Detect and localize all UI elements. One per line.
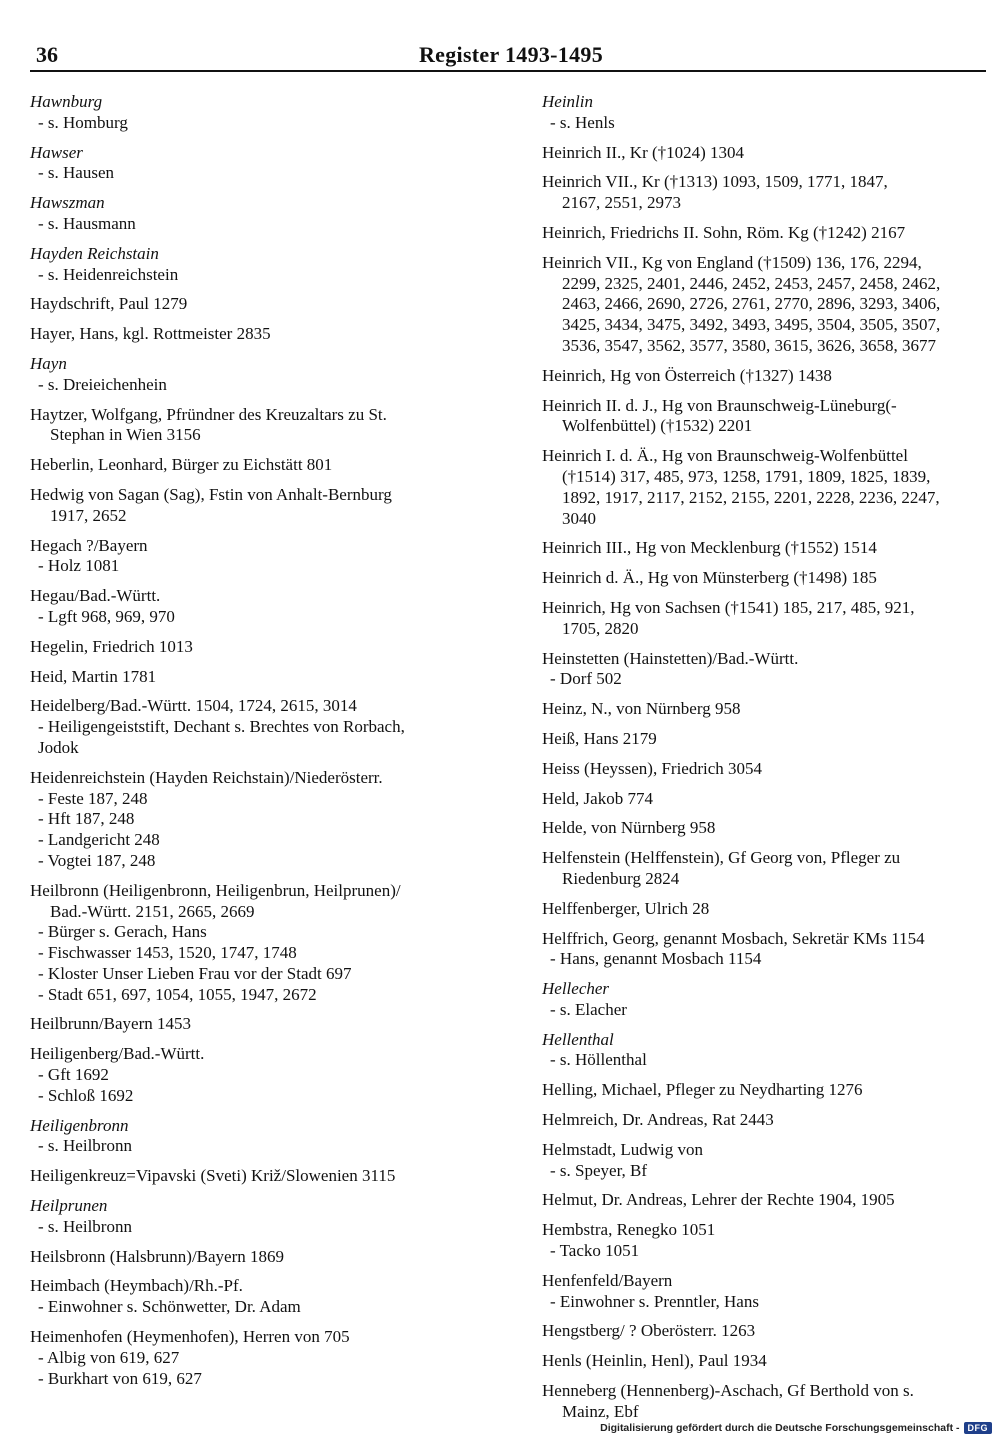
index-entry (542, 1030, 992, 1072)
entry-subentry: - Fischwasser 1453, 1520, 1747, 1748 (38, 943, 297, 963)
entry-heading: Helffrich, Georg, genannt Mosbach, Sekretär KMs 1154 (542, 928, 925, 948)
entry-heading: Heinrich, Hg von Sachsen (†1541) 185, 217, 485, 921, (542, 597, 915, 617)
entry-continuation: 1917, 2652 (50, 505, 127, 525)
entry-subentry: - s. Speyer, Bf (550, 1160, 648, 1180)
index-entry (542, 1190, 992, 1211)
index-entry (30, 696, 490, 758)
index-entry (30, 768, 490, 872)
index-entry (542, 1140, 992, 1182)
entry-heading: Henneberg (Hennenberg)-Aschach, Gf Berthold von s. (542, 1381, 914, 1401)
entry-heading: Heiligenberg/Bad.-Württ. (30, 1044, 205, 1064)
index-entry (30, 1196, 490, 1238)
entry-heading: Heinrich, Hg von Österreich (†1327) 1438 (542, 365, 832, 385)
entry-continuation: Mainz, Ebf (562, 1401, 639, 1421)
entry-heading: Heinrich III., Hg von Mecklenburg (†1552) 1514 (542, 538, 877, 558)
entry-heading: Helmstadt, Ludwig von (542, 1139, 704, 1159)
index-entry (542, 789, 992, 810)
index-entry (30, 92, 490, 134)
entry-heading: Heiligenkreuz=Vipavski (Sveti) Križ/Slowenien 3115 (30, 1166, 396, 1186)
index-entry (30, 193, 490, 235)
entry-subentry: - s. Heidenreichstein (38, 264, 179, 284)
entry-heading: Haytzer, Wolfgang, Pfründner des Kreuzaltars zu St. (30, 404, 387, 424)
index-entry (542, 759, 992, 780)
index-entry (542, 446, 992, 529)
entry-heading: Heinrich VII., Kr (†1313) 1093, 1509, 1771, 1847, (542, 172, 888, 192)
entry-subentry: - Albig von 619, 627 (38, 1347, 180, 1367)
page-title: Register 1493-1495 (418, 42, 603, 67)
entry-heading: Hegelin, Friedrich 1013 (30, 636, 193, 656)
entry-subentry: - Hft 187, 248 (38, 809, 135, 829)
entry-continuation: 2167, 2551, 2973 (562, 193, 681, 213)
entry-heading: Heinrich, Friedrichs II. Sohn, Röm. Kg (†1242) 2167 (542, 222, 906, 242)
index-entry (542, 366, 992, 387)
index-entry (542, 1080, 992, 1101)
entry-heading: Heinrich II., Kr (†1024) 1304 (542, 142, 745, 162)
entry-heading: Hellecher (542, 979, 610, 999)
index-column-right (542, 92, 992, 1432)
index-entry (542, 699, 992, 720)
entry-subentry: - Stadt 651, 697, 1054, 1055, 1947, 2672 (38, 984, 317, 1004)
index-entry (30, 244, 490, 286)
index-entry (30, 455, 490, 476)
index-entry (30, 536, 490, 578)
entry-heading: Hawser (30, 142, 83, 162)
entry-heading: Heidelberg/Bad.-Württ. 1504, 1724, 2615, 3014 (30, 696, 357, 716)
index-entry (542, 143, 992, 164)
entry-continuation: 3536, 3547, 3562, 3577, 3580, 3615, 3626, 3658, 3677 (562, 335, 936, 355)
footer (600, 1420, 992, 1436)
index-entry (30, 1044, 490, 1106)
entry-subentry: - Gft 1692 (38, 1065, 109, 1085)
entry-subentry: - s. Hausen (38, 163, 115, 183)
entry-heading: Heiß, Hans 2179 (542, 728, 657, 748)
entry-heading: Helmut, Dr. Andreas, Lehrer der Rechte 1904, 1905 (542, 1190, 895, 1210)
index-entry (542, 568, 992, 589)
index-entry (542, 1381, 992, 1423)
entry-heading: Hedwig von Sagan (Sag), Fstin von Anhalt-Bernburg (30, 484, 392, 504)
entry-heading: Heinrich VII., Kg von England (†1509) 136, 176, 2294, (542, 252, 922, 272)
entry-subentry: - Einwohner s. Schönwetter, Dr. Adam (38, 1297, 301, 1317)
entry-heading: Henls (Heinlin, Henl), Paul 1934 (542, 1351, 767, 1371)
entry-heading: Hegach ?/Bayern (30, 535, 148, 555)
entry-subentry: - Landgericht 248 (38, 830, 160, 850)
index-entry (30, 1247, 490, 1268)
index-entry (30, 405, 490, 447)
entry-heading: Hengstberg/ ? Oberösterr. 1263 (542, 1321, 756, 1341)
index-entry (30, 1166, 490, 1187)
entry-continuation: Bad.-Württ. 2151, 2665, 2669 (50, 901, 255, 921)
index-entry (30, 1276, 490, 1318)
index-entry (542, 818, 992, 839)
entry-heading: Hayn (30, 353, 67, 373)
entry-heading: Heilprunen (30, 1196, 108, 1216)
index-entry (30, 143, 490, 185)
entry-subentry: - s. Elacher (550, 999, 627, 1019)
entry-heading: Hayer, Hans, kgl. Rottmeister 2835 (30, 324, 271, 344)
entry-heading: Heinstetten (Hainstetten)/Bad.-Württ. (542, 648, 799, 668)
entry-subentry: - s. Homburg (38, 112, 128, 132)
index-entry (542, 172, 992, 214)
index-entry (30, 586, 490, 628)
entry-continuation: 2299, 2325, 2401, 2446, 2452, 2453, 2457, 2458, 2462, (562, 273, 941, 293)
index-entry (30, 1014, 490, 1035)
entry-subentry: - Vogtei 187, 248 (38, 850, 156, 870)
entry-continuation: 1705, 2820 (562, 618, 639, 638)
entry-continuation: 1892, 1917, 2117, 2152, 2155, 2201, 2228, 2236, 2247, (562, 487, 940, 507)
dfg-logo: DFG (964, 1422, 993, 1434)
index-entry (30, 667, 490, 688)
entry-subentry: - s. Höllenthal (550, 1050, 647, 1070)
entry-subentry: - s. Dreieichenhein (38, 374, 167, 394)
entry-subentry: - Feste 187, 248 (38, 788, 148, 808)
entry-heading: Hawnburg (30, 92, 103, 111)
entry-continuation: Wolfenbüttel) (†1532) 2201 (562, 416, 753, 436)
index-entry (30, 324, 490, 345)
index-entry (542, 1351, 992, 1372)
page-header (36, 40, 986, 72)
entry-heading: Heinrich II. d. J., Hg von Braunschweig-Lüneburg(- (542, 395, 897, 415)
entry-subentry: - s. Hausmann (38, 213, 136, 233)
entry-continuation: Stephan in Wien 3156 (50, 425, 201, 445)
index-entry (542, 598, 992, 640)
entry-heading: Hembstra, Renegko 1051 (542, 1220, 716, 1240)
entry-subentry: - Kloster Unser Lieben Frau vor der Stadt 697 (38, 963, 352, 983)
index-entry (542, 729, 992, 750)
entry-heading: Helmreich, Dr. Andreas, Rat 2443 (542, 1110, 774, 1130)
index-entry (542, 1321, 992, 1342)
entry-heading: Heinlin (542, 92, 593, 111)
index-entry (30, 1327, 490, 1389)
entry-subentry: - Holz 1081 (38, 556, 120, 576)
index-entry (542, 649, 992, 691)
entry-continuation: 3040 (562, 508, 596, 528)
entry-heading: Helling, Michael, Pfleger zu Neydharting 1276 (542, 1080, 863, 1100)
index-column-left (30, 92, 490, 1398)
index-entry (30, 881, 490, 1006)
page-number: 36 (36, 42, 58, 67)
entry-heading: Heinrich d. Ä., Hg von Münsterberg (†1498) 185 (542, 568, 877, 588)
entry-heading: Heimenhofen (Heymenhofen), Herren von 705 (30, 1327, 350, 1347)
index-entry (542, 1271, 992, 1313)
index-entry (30, 637, 490, 658)
index-entry (542, 1110, 992, 1131)
index-entry (542, 899, 992, 920)
entry-heading: Heimbach (Heymbach)/Rh.-Pf. (30, 1276, 243, 1296)
entry-heading: Haydschrift, Paul 1279 (30, 294, 188, 314)
entry-continuation: Riedenburg 2824 (562, 868, 680, 888)
index-entry (542, 848, 992, 890)
entry-heading: Heilsbronn (Halsbrunn)/Bayern 1869 (30, 1246, 285, 1266)
entry-heading: Heilbronn (Heiligenbronn, Heiligenbrun, Heilprunen)/ (30, 880, 401, 900)
index-entry (30, 1116, 490, 1158)
index-entry (30, 354, 490, 396)
entry-heading: Heinrich I. d. Ä., Hg von Braunschweig-Wolfenbüttel (542, 446, 908, 466)
entry-continuation: 2463, 2466, 2690, 2726, 2761, 2770, 2896, 3293, 3406, (562, 294, 941, 314)
entry-subentry: - s. Heilbronn (38, 1136, 132, 1156)
index-entry (542, 396, 992, 438)
index-entry (542, 223, 992, 244)
entry-subentry: - Schloß 1692 (38, 1085, 134, 1105)
entry-heading: Helfenstein (Helffenstein), Gf Georg von, Pfleger zu (542, 848, 901, 868)
entry-heading: Hawszman (30, 193, 105, 213)
entry-heading: Helde, von Nürnberg 958 (542, 818, 716, 838)
entry-heading: Heid, Martin 1781 (30, 666, 157, 686)
entry-heading: Heiss (Heyssen), Friedrich 3054 (542, 758, 763, 778)
header-rule (30, 70, 986, 72)
entry-subentry: - Heiligengeiststift, Dechant s. Brechtes von Rorbach, (38, 717, 405, 737)
footer-text: Digitalisierung gefördert durch die Deutsche Forschungsgemeinschaft - (600, 1422, 960, 1434)
entry-heading: Helffenberger, Ulrich 28 (542, 898, 710, 918)
entry-subentry: - s. Heilbronn (38, 1216, 132, 1236)
entry-heading: Hellenthal (542, 1029, 614, 1049)
entry-heading: Henfenfeld/Bayern (542, 1270, 673, 1290)
entry-subentry: - Einwohner s. Prenntler, Hans (550, 1291, 759, 1311)
entry-subentry: - s. Henls (550, 112, 615, 132)
entry-heading: Heberlin, Leonhard, Bürger zu Eichstätt 801 (30, 455, 333, 475)
index-entry (542, 538, 992, 559)
index-entry (542, 92, 992, 134)
entry-subentry: - Lgft 968, 969, 970 (38, 606, 175, 626)
index-entry (30, 294, 490, 315)
index-entry (542, 929, 992, 971)
entry-subentry: - Bürger s. Gerach, Hans (38, 922, 207, 942)
entry-heading: Hegau/Bad.-Württ. (30, 586, 161, 606)
index-entry (542, 1220, 992, 1262)
entry-heading: Heilbrunn/Bayern 1453 (30, 1014, 191, 1034)
entry-subentry: - Burkhart von 619, 627 (38, 1368, 202, 1388)
index-entry (30, 485, 490, 527)
entry-subentry: - Tacko 1051 (550, 1241, 640, 1261)
index-entry (542, 253, 992, 357)
entry-heading: Heiligenbronn (30, 1115, 129, 1135)
entry-heading: Heidenreichstein (Hayden Reichstain)/Niederösterr. (30, 767, 383, 787)
entry-subentry: - Hans, genannt Mosbach 1154 (550, 949, 762, 969)
entry-continuation: (†1514) 317, 485, 973, 1258, 1791, 1809, 1825, 1839, (562, 466, 931, 486)
entry-subentry: Jodok (38, 737, 79, 757)
entry-subentry: - Dorf 502 (550, 669, 622, 689)
entry-continuation: 3425, 3434, 3475, 3492, 3493, 3495, 3504, 3505, 3507, (562, 315, 941, 335)
entry-heading: Held, Jakob 774 (542, 788, 653, 808)
index-entry (542, 979, 992, 1021)
entry-heading: Hayden Reichstain (30, 243, 159, 263)
entry-heading: Heinz, N., von Nürnberg 958 (542, 699, 741, 719)
